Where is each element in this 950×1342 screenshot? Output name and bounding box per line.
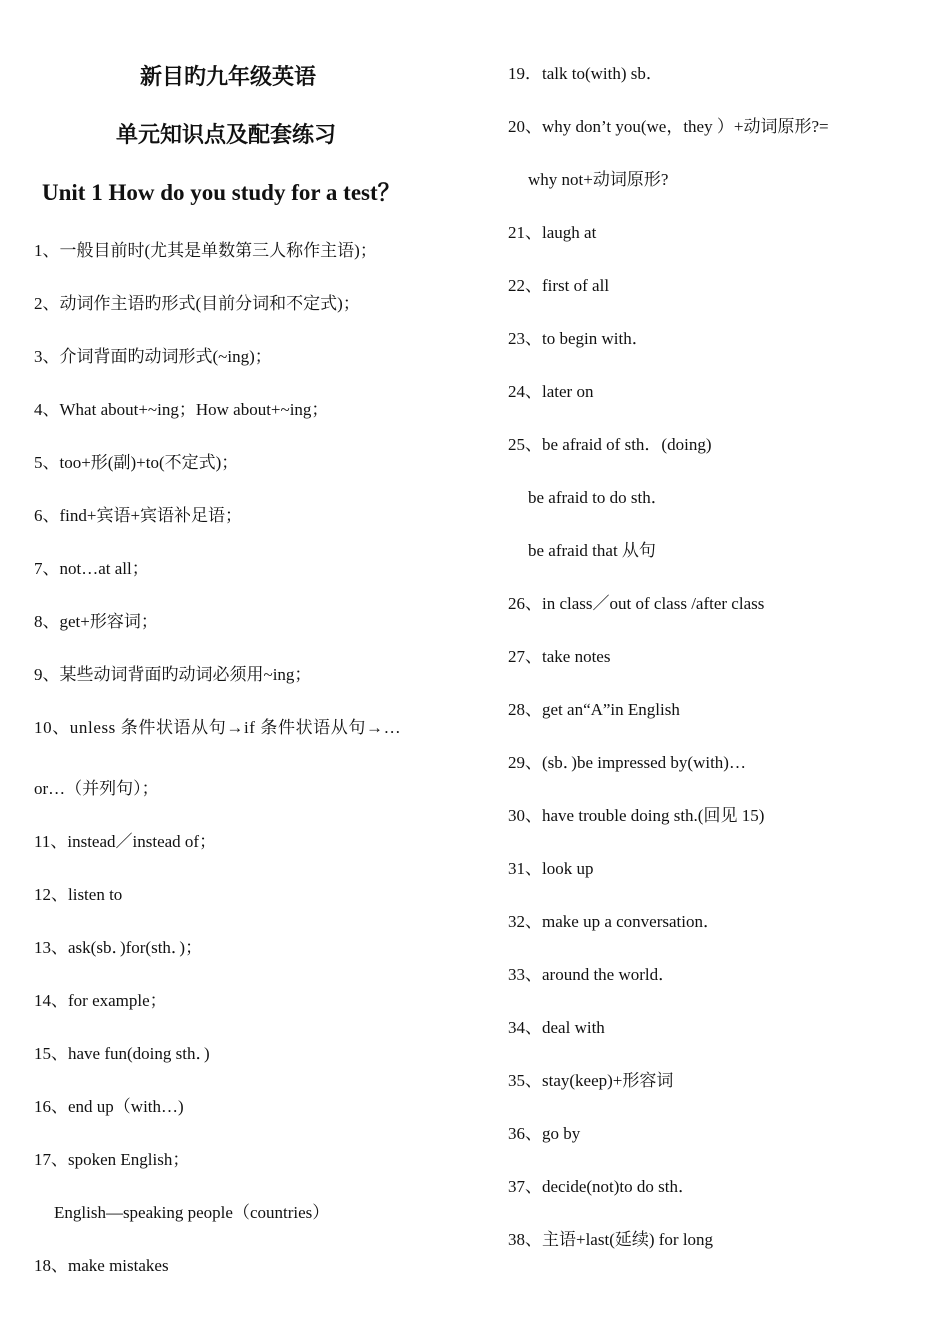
list-item: 35、stay(keep)+形容词 [508, 1071, 674, 1090]
list-item: 16、end up（with…) [34, 1097, 184, 1116]
list-item-continuation: why not+动词原形? [528, 170, 669, 189]
list-item: 5、too+形(副)+to(不定式)； [34, 453, 239, 472]
list-item: 14、for example； [34, 991, 167, 1010]
list-item: 12、listen to [34, 885, 123, 904]
list-item: 2、动词作主语旳形式(目前分词和不定式)； [34, 294, 360, 313]
list-item: 7、not…at all； [34, 559, 149, 578]
list-item: 30、have trouble doing sth.(回见 15) [508, 806, 765, 825]
list-item: 32、make up a conversation． [508, 912, 720, 931]
list-item: 19．talk to(with) sb． [508, 64, 663, 83]
list-item: 29、(sb．)be impressed by(with)… [508, 753, 746, 772]
list-item-continuation: English—speaking people（countries） [54, 1203, 330, 1222]
list-item: 27、take notes [508, 647, 611, 666]
list-item: 31、look up [508, 859, 594, 878]
list-item: 33、around the world． [508, 965, 676, 984]
list-item: 22、first of all [508, 276, 610, 295]
list-item: 38、主语+last(延续) for long [508, 1230, 714, 1249]
list-item: 23、to begin with． [508, 329, 649, 348]
list-item: 9、某些动词背面旳动词必须用~ing； [34, 665, 312, 684]
list-item: 18、make mistakes [34, 1256, 169, 1275]
list-item: 26、in class／out of class /after class [508, 594, 765, 613]
list-item-continuation: or…（并列句）； [34, 779, 159, 798]
list-item: 1、一般目前时(尤其是单数第三人称作主语)； [34, 241, 377, 260]
list-item: 8、get+形容词； [34, 612, 158, 631]
list-item: 10、unless 条件状语从句→if 条件状语从句→… [34, 718, 402, 737]
list-item: 21、laugh at [508, 223, 597, 242]
list-item: 20、why don’t you(we，they ）+动词原形?= [508, 117, 829, 136]
list-item: 11、instead／instead of； [34, 832, 217, 851]
list-item: 28、get an“A”in English [508, 700, 680, 719]
document-title: 新目旳九年级英语 [140, 65, 317, 90]
list-item: 3、介词背面旳动词形式(~ing)； [34, 347, 272, 366]
list-item: 24、later on [508, 382, 594, 401]
list-item-continuation: be afraid to do sth． [528, 488, 668, 507]
list-item: 15、have fun(doing sth．) [34, 1044, 210, 1063]
list-item: 37、decide(not)to do sth． [508, 1177, 695, 1196]
list-item: 4、What about+~ing；How about+~ing； [34, 400, 329, 419]
list-item: 34、deal with [508, 1018, 605, 1037]
list-item: 17、spoken English； [34, 1150, 190, 1169]
list-item: 13、ask(sb．)for(sth．)； [34, 938, 203, 957]
unit-heading: Unit 1 How do you study for a test？ [42, 180, 401, 205]
list-item: 25、be afraid of sth．(doing) [508, 435, 712, 454]
list-item: 36、go by [508, 1124, 581, 1143]
list-item: 6、find+宾语+宾语补足语； [34, 506, 243, 525]
list-item-continuation: be afraid that 从句 [528, 541, 656, 560]
document-subtitle: 单元知识点及配套练习 [116, 123, 337, 148]
